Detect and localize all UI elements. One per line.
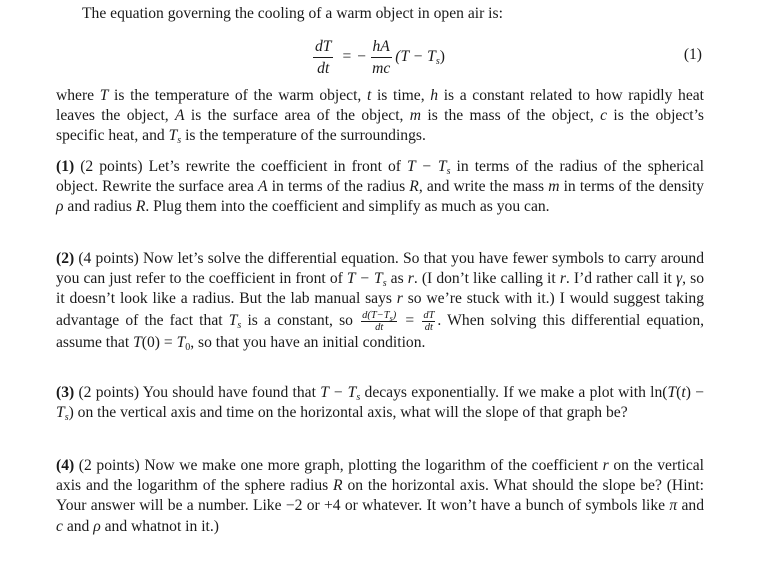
text-q4-pi: π <box>669 497 678 515</box>
text-where-t6: is the mass of the object, <box>421 107 601 125</box>
lhs-denominator: dt <box>317 59 330 77</box>
question-1 <box>56 157 704 218</box>
text-q1-R2: R <box>135 198 146 216</box>
equation-body <box>310 34 445 80</box>
text-where-t2: is the temperature of the warm object, <box>108 87 367 104</box>
text-q2-fr2-den: dt <box>424 321 433 333</box>
text-q1-g: and radius <box>63 198 136 216</box>
text-q4-a: (2 points) Now we make one more graph, plotting the logarithm of the coefficient <box>74 457 603 474</box>
equation-number: (1) <box>683 46 702 63</box>
rhs-numerator: hA <box>371 37 392 58</box>
text-q1-e: , and write the mass <box>418 178 549 196</box>
text-where-h: h <box>430 87 439 104</box>
text-q2-j: (0) = <box>141 333 177 351</box>
text-q3-t: t <box>681 384 686 401</box>
text-q2-eq: = <box>399 311 421 329</box>
text-q1-R: R <box>409 178 419 196</box>
text-q2-gamma: γ <box>675 270 683 288</box>
text-q3-e: ) − <box>685 384 704 401</box>
text-q4-e: and <box>62 517 94 535</box>
lhs-fraction <box>313 37 333 78</box>
question-2 <box>56 249 704 353</box>
text-q2-T0: T <box>133 333 142 351</box>
text-q4-b: on the vertical axis and the logarithm of the sphere radius <box>56 457 704 495</box>
text-q3-a: (2 points) You should have found that <box>74 384 321 401</box>
text-where-t5: is the surface area of the object, <box>184 107 410 125</box>
text-q4-c: on the horizontal axis. What should the slope be? (Hint: Your answer will be a number. Like −2 or +4 or whatever. It won’t have a bunch of symbols like <box>56 477 704 515</box>
text-q2-b-sub: s <box>382 278 387 290</box>
text-q2-i: . When solving this differential equation, assume that <box>56 311 705 351</box>
text-q2-T0b: T <box>176 333 186 351</box>
text-where-t: t <box>366 87 372 104</box>
text-q1-mvar: m <box>548 178 560 196</box>
text-q2-d: . (I don’t like calling it <box>413 270 560 288</box>
equals-sign: = <box>342 48 352 65</box>
text-q1-b-sub: s <box>446 166 451 177</box>
text-q3-b-sub: s <box>356 392 361 403</box>
text-q2-a: (4 points) Now let’s solve the differential equation. So that you have fewer symbols to carry around you can just refer to the coefficient in front of <box>56 250 704 288</box>
cooling-equation <box>56 34 704 80</box>
text-where-Ts: T <box>168 127 178 145</box>
text-q2-e: . I’d rather call it <box>565 270 676 288</box>
text-q3-b: T − T <box>320 384 357 401</box>
text-where-Ts-sub: s <box>177 135 182 147</box>
text-q4-d: and <box>677 497 704 515</box>
text-q2-b: T − T <box>346 270 383 288</box>
rhs-close-paren: ) <box>439 48 445 65</box>
text-q2-zero: 0 <box>185 341 191 353</box>
text-q1-rho: ρ <box>56 198 64 216</box>
text-q2-fr1-sub: s <box>389 313 393 323</box>
question-4-label: (4) <box>56 457 75 474</box>
text-q3-Ts: T <box>56 404 65 422</box>
text-q4-cvar: c <box>56 517 63 535</box>
text-where-t7: is the object’s specific heat, and <box>56 107 704 145</box>
derivative-fraction-right <box>422 310 435 333</box>
rhs-tail-text: (T − T <box>395 48 436 65</box>
text-q2-f: , so it doesn’t look like a radius. But the lab manual says <box>56 270 704 308</box>
text-q3-Ts-sub: s <box>64 412 69 424</box>
text-q1-f: in terms of the density <box>559 178 704 196</box>
text-where-t1: where <box>56 87 100 104</box>
text-where-T: T <box>99 87 109 104</box>
text-q2-r3: r <box>396 290 403 308</box>
text-where-A: A <box>175 107 185 125</box>
minus-sign: − <box>357 48 367 65</box>
text-q1-h: . Plug them into the coefficient and simplify as much as you can. <box>145 198 550 216</box>
text-where-t3: is time, <box>371 87 431 104</box>
rhs-subscript: s <box>435 56 440 67</box>
text-q2-fr2-num: dT <box>423 309 435 321</box>
text-q3-f: ) on the vertical axis and time on the horizontal axis, what will the slope of that graph be? <box>68 404 628 422</box>
text-q4-r: r <box>602 457 609 474</box>
rhs-tail <box>395 48 445 66</box>
text-q2-g: so we’re stuck with it.) I would suggest taking advantage of the fact that <box>56 290 704 329</box>
text-where-mvar: m <box>409 107 422 125</box>
question-2-label: (2) <box>56 250 75 267</box>
text-q2-k: , so that you have an initial condition. <box>190 333 426 351</box>
text-q2-fr1-num: d(T−T <box>362 309 390 321</box>
text-q1-A: A <box>258 178 268 196</box>
text-q3-c: decays exponentially. If we make a plot with ln( <box>360 384 668 401</box>
text-where-c: c <box>600 107 608 125</box>
text-q1-c: in terms of the radius of the spherical object. Rewrite the surface area <box>56 158 704 196</box>
text-where-t4: is a constant related to how rapidly heat leaves the object, <box>56 87 704 125</box>
text-q2-r2: r <box>559 270 566 288</box>
text-q4-rho: ρ <box>93 517 101 535</box>
text-q3-T: T <box>667 384 677 401</box>
text-q2-Ts-sub: s <box>237 319 242 331</box>
derivative-fraction-left <box>361 310 397 333</box>
text-q1-b: T − T <box>406 158 447 175</box>
text-q4-f: and whatnot in it.) <box>100 517 219 535</box>
question-3-label: (3) <box>56 384 75 401</box>
text-q4-R: R <box>333 477 343 495</box>
text-q2-h: is a constant, so <box>241 311 360 329</box>
text-q2-c: as <box>386 270 408 288</box>
question-4 <box>56 456 704 537</box>
lhs-numerator: dT <box>313 37 333 58</box>
text-q1-a: (2 points) Let’s rewrite the coefficient in front of <box>74 158 407 175</box>
text-q2-Ts: T <box>228 311 238 329</box>
text-q3-d: ( <box>676 384 682 401</box>
question-1-label: (1) <box>56 158 75 175</box>
rhs-fraction <box>370 37 392 78</box>
definitions-paragraph <box>56 86 704 147</box>
text-q2-fr1-close: ) <box>392 309 397 321</box>
text-where-t8: is the temperature of the surroundings. <box>181 127 426 145</box>
text-q2-r: r <box>407 270 414 288</box>
intro-text: The equation governing the cooling of a warm object in open air is: <box>82 5 503 22</box>
text-q1-d: in terms of the radius <box>267 178 410 196</box>
rhs-denominator: mc <box>372 59 391 77</box>
text-q2-fr1-den: dt <box>375 321 384 333</box>
question-3 <box>56 383 704 423</box>
